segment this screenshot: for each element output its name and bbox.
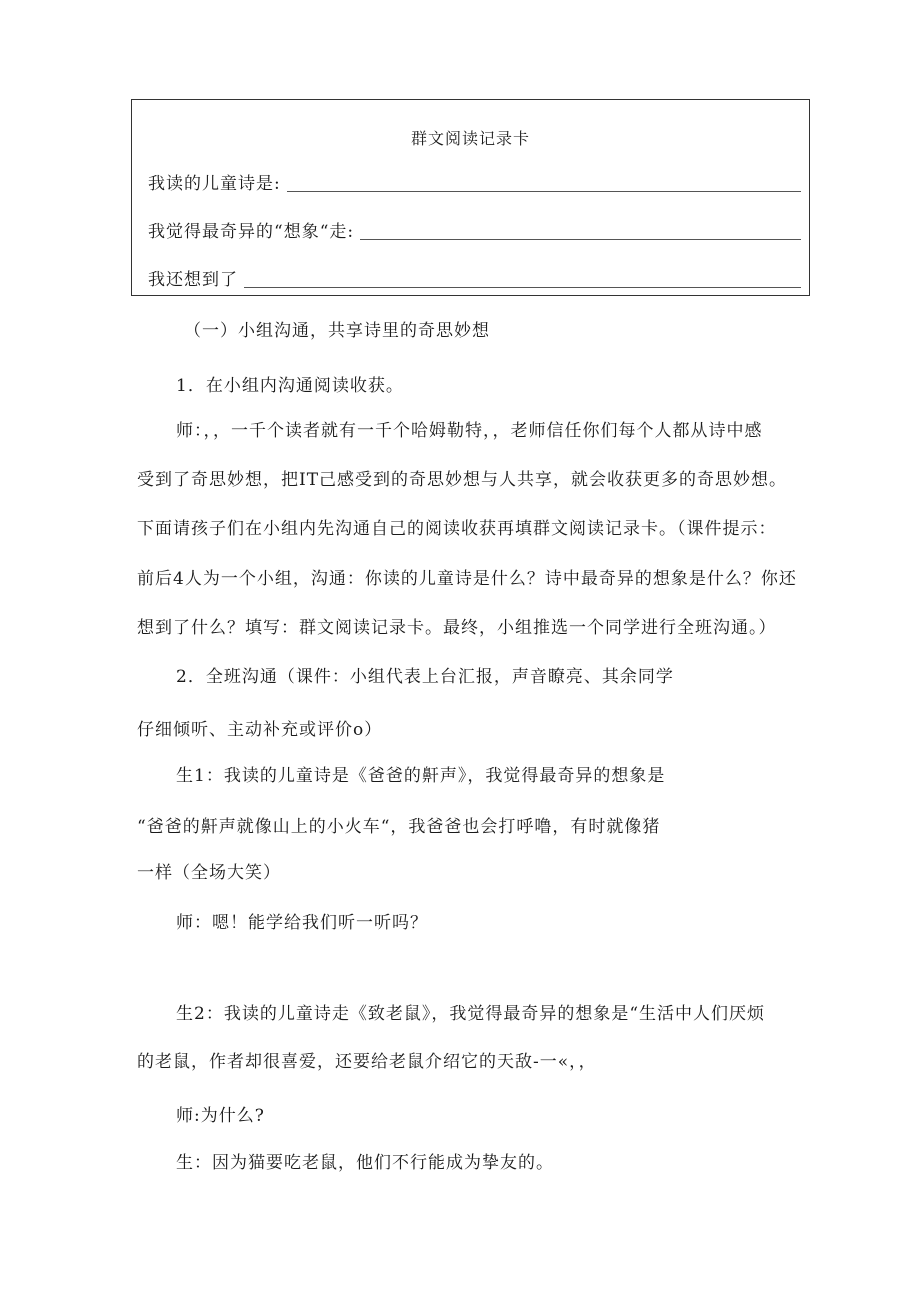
student-2-line-2: 的老鼠，作者却很喜爱，还要给老鼠介绍它的天敌-一«，， <box>137 1052 597 1072</box>
reading-record-card <box>131 99 810 296</box>
student-1-line-1: 生1：我读的儿童诗是《爸爸的鼾声》，我觉得最奇异的想象是 <box>176 766 666 786</box>
teacher-paragraph-line-3: 下面请孩子们在小组内先沟通自己的阅读收获再填群文阅读记录卡。（课件提示： <box>137 519 777 539</box>
item-2-line-1: 2．全班沟通（课件：小组代表上台汇报，声音瞭亮、其余同学 <box>176 667 674 687</box>
student-1-line-3: 一样（全场大笑） <box>137 863 281 883</box>
item-1: 1．在小组内沟通阅读收获。 <box>176 376 404 396</box>
card-row-also-thought-blank[interactable] <box>244 287 801 288</box>
card-row-poem-label: 我读的儿童诗是: <box>148 174 281 194</box>
card-row-also-thought <box>148 270 801 290</box>
card-title: 群文阅读记录卡 <box>410 129 530 148</box>
item-2-line-2: 仔细倾听、主动补充或评价o） <box>137 720 383 740</box>
teacher-question-2: 师:为什么? <box>176 1106 265 1126</box>
card-row-poem <box>148 174 801 194</box>
card-row-imagination <box>148 222 801 242</box>
card-row-imagination-label: 我觉得最奇异的“想象“走: <box>148 222 355 242</box>
card-row-poem-blank[interactable] <box>287 191 801 192</box>
teacher-paragraph-line-5: 想到了什么？填写：群文阅读记录卡。最终，小组推选一个同学进行全班沟通。） <box>137 618 777 638</box>
student-2-line-1: 生2：我读的儿童诗走《致老鼠》，我觉得最奇异的想象是“生活中人们厌烦 <box>176 1004 766 1024</box>
teacher-paragraph-line-1: 师：，，一千个读者就有一千个哈姆勒特，，老师信任你们每个人都从诗中感 <box>176 421 763 441</box>
teacher-question-1: 师：嗯！能学给我们听一听吗？ <box>176 913 428 933</box>
student-answer: 生：因为猫要吃老鼠，他们不行能成为挚友的。 <box>176 1153 554 1173</box>
card-row-imagination-blank[interactable] <box>360 239 801 240</box>
teacher-paragraph-line-4: 前后4人为一个小组，沟通：你读的儿童诗是什么？诗中最奇异的想象是什么？你还 <box>137 569 797 589</box>
card-row-also-thought-label: 我还想到了 <box>148 270 238 290</box>
section-heading: （一）小组沟通，共享诗里的奇思妙想 <box>184 321 490 341</box>
teacher-paragraph-line-2: 受到了奇思妙想，把IT己感受到的奇思妙想与人共享，就会收获更多的奇思妙想。 <box>137 470 788 490</box>
student-1-line-2: “爸爸的鼾声就像山上的小火车“，我爸爸也会打呼噜，有时就像猪 <box>137 817 661 837</box>
